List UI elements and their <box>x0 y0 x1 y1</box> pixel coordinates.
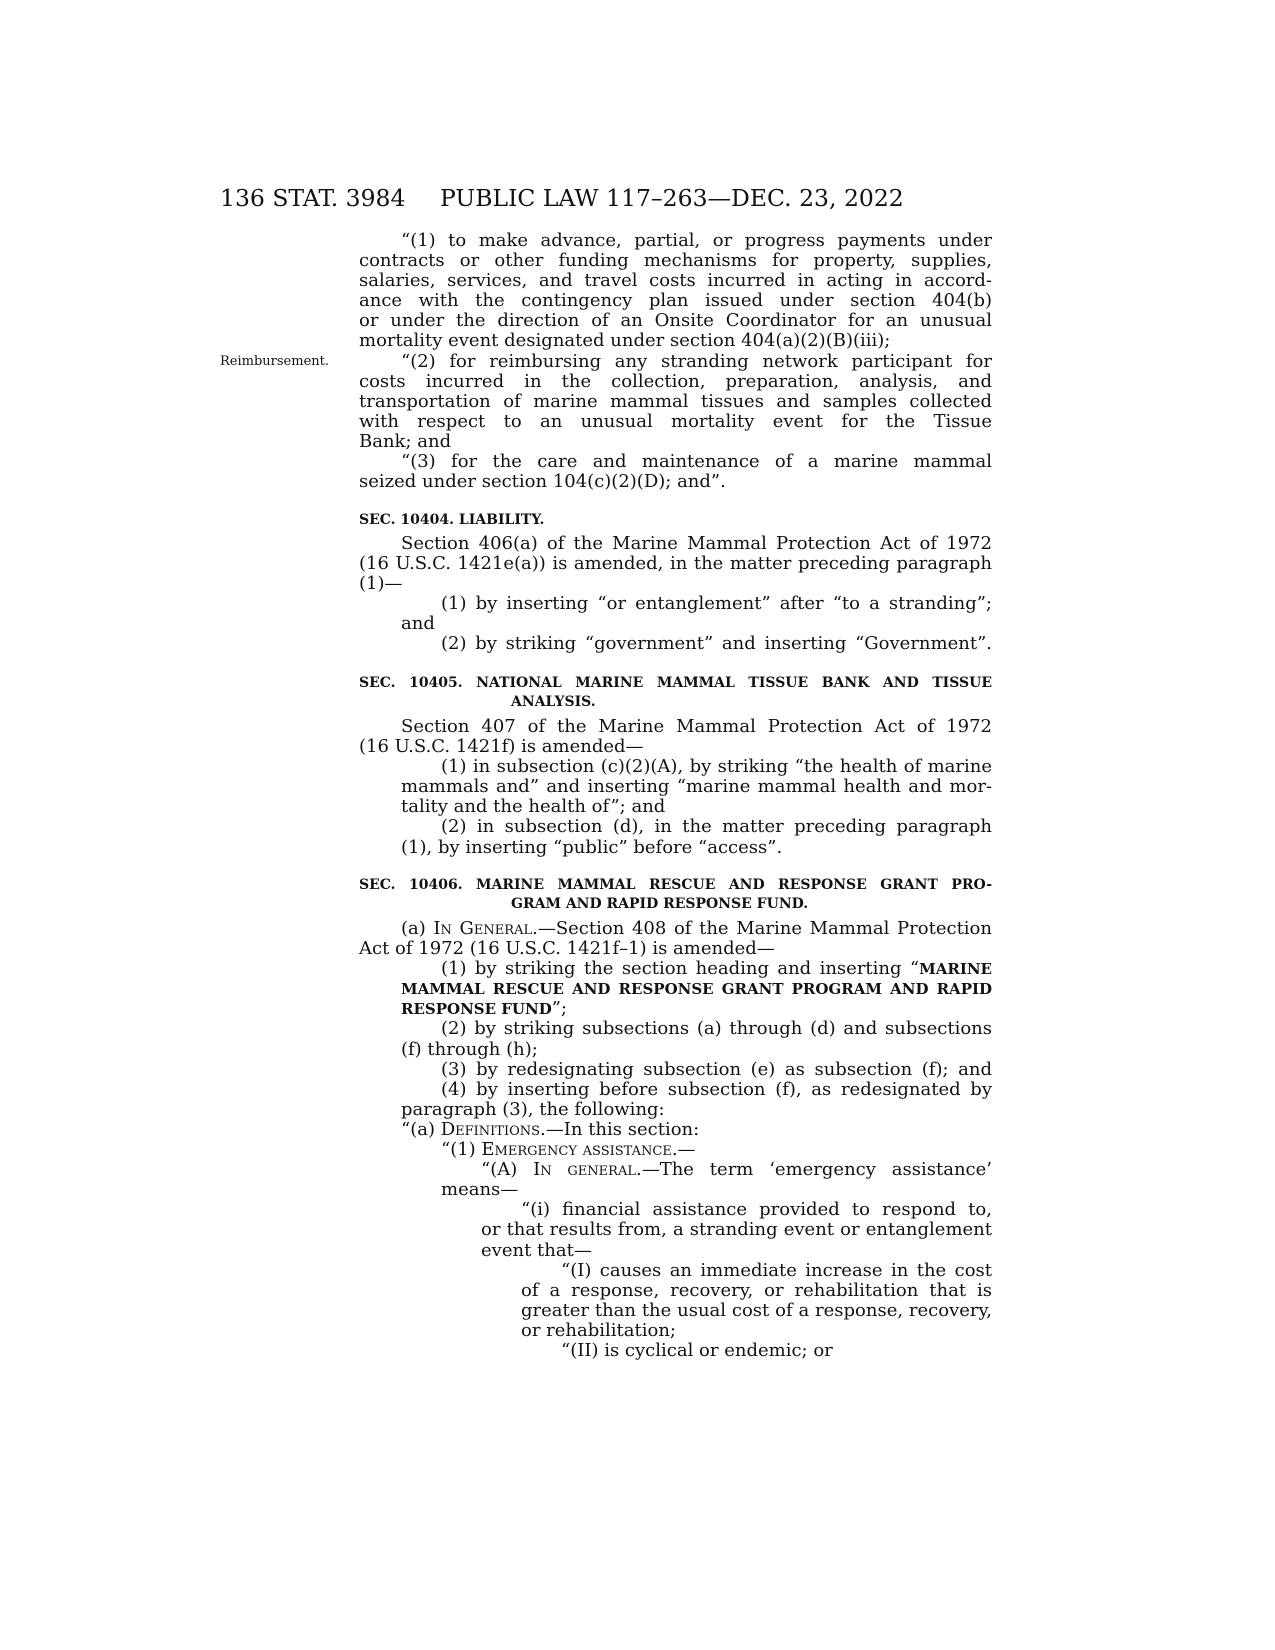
text-line: seized under section 104(c)(2)(D); and”. <box>359 472 726 493</box>
section-10404 <box>359 510 992 655</box>
text-line: mammals and” and inserting “marine mammal health and mor- <box>401 777 992 798</box>
text-line: Section 407 of the Marine Mammal Protection Act of 1972 <box>401 717 992 737</box>
text-line: mortality event designated under section 404(a)(2)(B)(iii); <box>359 331 891 352</box>
text-line: “(i) financial assistance provided to respond to, <box>521 1200 992 1221</box>
text-line: “(3) for the care and maintenance of a marine mammal <box>401 452 992 473</box>
text-line: of a response, recovery, or rehabilitation that is <box>521 1280 992 1301</box>
item-1-line: RESPONSE FUND”; <box>401 999 568 1020</box>
section-heading: SEC. 10404. LIABILITY. <box>359 512 545 528</box>
subparagraph-a-line: “(A) In general.—The term ‘emergency assistance’ <box>481 1160 992 1181</box>
text-line: (1) by inserting “or entanglement” after “to a stranding”; <box>441 594 992 615</box>
text-line: (2) in subsection (d), in the matter preceding paragraph <box>441 817 992 838</box>
text-line: event that— <box>481 1240 592 1261</box>
definitions-line: “(a) Definitions.—In this section: <box>401 1119 700 1140</box>
text-line: (f) through (h); <box>401 1039 538 1060</box>
text-line: or under the direction of an Onsite Coordinator for an unusual <box>359 311 992 332</box>
text-line: “(2) for reimbursing any stranding network participant for <box>401 351 992 372</box>
text-line: or that results from, a stranding event or entanglement <box>481 1220 992 1241</box>
item-1-line: MAMMAL RESCUE AND RESPONSE GRANT PROGRAM AND RAPID <box>401 980 992 999</box>
subsection-label: In General <box>433 919 533 939</box>
subsection-a-line: (a) In General.—Section 408 of the Marine Mammal Protection <box>401 919 992 939</box>
text-line: (4) by inserting before subsection (f), as redesignated by <box>441 1079 992 1100</box>
text-line: (16 U.S.C. 1421f) is amended— <box>359 737 644 758</box>
text-line: salaries, services, and travel costs incurred in acting in accord- <box>359 271 992 292</box>
text-line: (1), by inserting “public” before “access”. <box>401 837 783 858</box>
section-heading: SEC. 10405. NATIONAL MARINE MAMMAL TISSUE BANK AND TISSUE <box>359 675 992 691</box>
text-line: Act of 1972 (16 U.S.C. 1421f–1) is amended— <box>359 939 775 960</box>
text-line: with respect to an unusual mortality event for the Tissue <box>359 411 992 432</box>
subsection-label: Definitions <box>440 1119 541 1140</box>
text-line: (1)— <box>359 574 403 595</box>
text-line: costs incurred in the collection, preparation, analysis, and <box>359 371 992 392</box>
text-line: “(1) to make advance, partial, or progress payments under <box>401 231 992 251</box>
page-stat-citation: 136 STAT. 3984 <box>220 184 406 212</box>
text-line: greater than the usual cost of a response, recovery, <box>521 1300 992 1321</box>
text-line: “(I) causes an immediate increase in the cost <box>561 1260 992 1281</box>
text-line: (2) by striking subsections (a) through (d) and subsections <box>441 1019 992 1040</box>
text-line: transportation of marine mammal tissues and samples collected <box>359 391 992 412</box>
margin-note-reimbursement: Reimbursement. <box>220 354 329 369</box>
section-10405 <box>359 673 992 858</box>
section-10406 <box>359 875 992 1361</box>
emergency-assistance-line: “(1) Emergency assistance.— <box>441 1140 696 1161</box>
text-line: tality and the health of”; and <box>401 797 666 818</box>
section-heading: GRAM AND RAPID RESPONSE FUND. <box>511 896 809 912</box>
running-header-title: PUBLIC LAW 117–263—DEC. 23, 2022 <box>440 184 904 212</box>
text-line: Section 406(a) of the Marine Mammal Protection Act of 1972 <box>401 534 992 554</box>
section-heading: SEC. 10406. MARINE MAMMAL RESCUE AND RESPONSE GRANT PRO- <box>359 877 992 893</box>
text-line: (1) in subsection (c)(2)(A), by striking “the health of marine <box>441 757 992 778</box>
text-line: (16 U.S.C. 1421e(a)) is amended, in the matter preceding paragraph <box>359 554 992 575</box>
text-line: “(II) is cyclical or endemic; or <box>561 1340 833 1361</box>
continuation-block <box>359 231 992 492</box>
text-line: paragraph (3), the following: <box>401 1099 665 1120</box>
text-line: and <box>401 614 435 635</box>
subparagraph-label: In general <box>533 1160 636 1181</box>
text-line: ance with the contingency plan issued under section 404(b) <box>359 291 992 312</box>
text-line: (2) by striking “government” and inserting “Government”. <box>441 634 992 655</box>
text-line: contracts or other funding mechanisms for property, supplies, <box>359 251 992 272</box>
item-1-line: (1) by striking the section heading and inserting “MARINE <box>441 959 992 980</box>
paragraph-label: Emergency assistance <box>481 1140 672 1161</box>
text-line: Bank; and <box>359 431 452 452</box>
section-heading: ANALYSIS. <box>511 694 596 710</box>
text-line: means— <box>441 1180 519 1201</box>
text-line: (3) by redesignating subsection (e) as subsection (f); and <box>441 1059 992 1080</box>
text-line: or rehabilitation; <box>521 1320 676 1341</box>
